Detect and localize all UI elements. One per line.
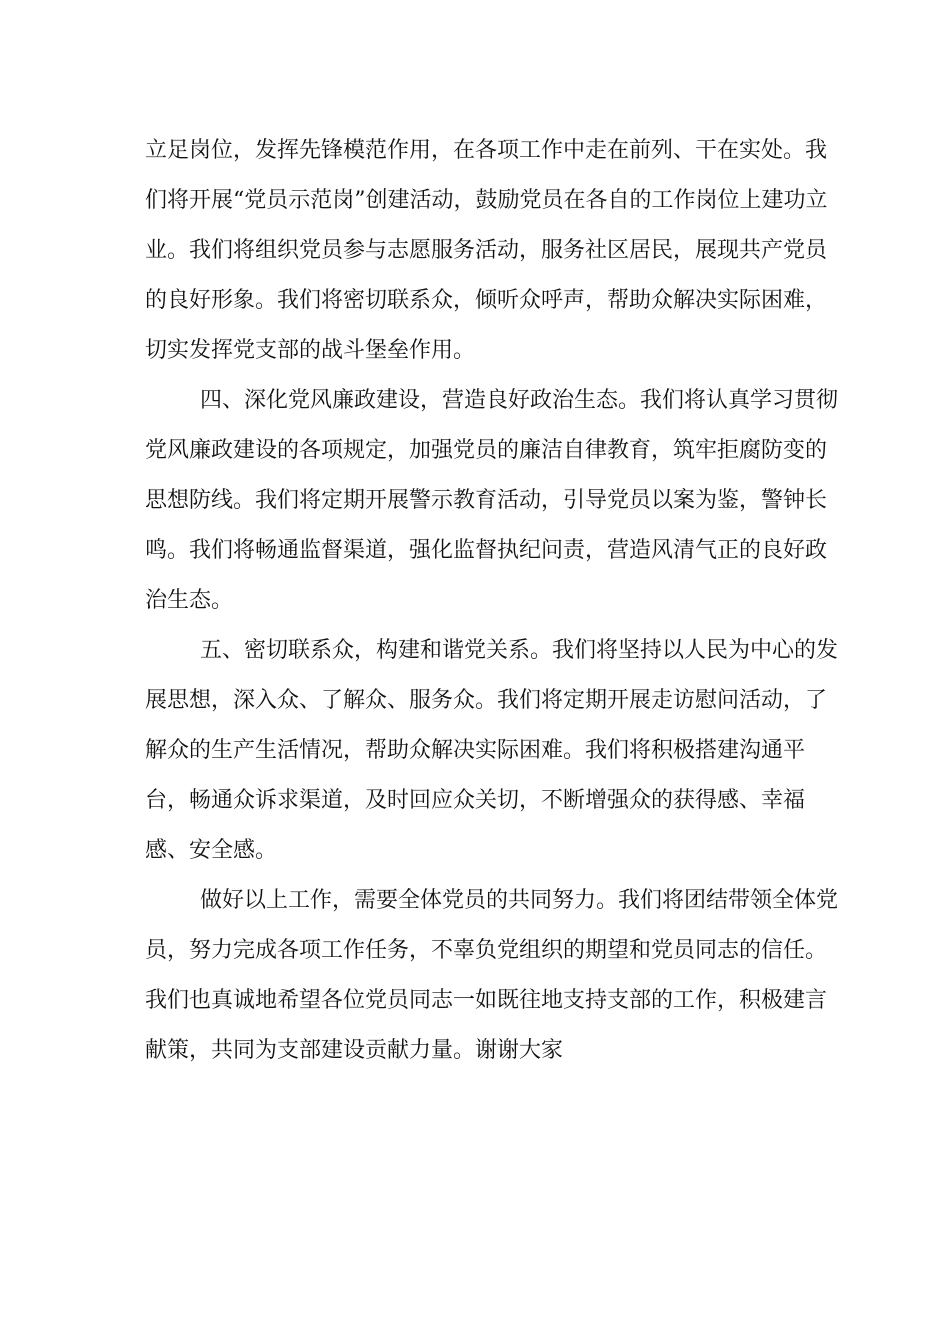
paragraph-closing: 做好以上工作，需要全体党员的共同努力。我们将团结带领全体党员，努力完成各项工作任务，不辜负党组织的期望和党员同志的信任。我们也真诚地希望各位党员同志一如既往地支持支部的工作，积极建言献策，共同为支部建设贡献力量。谢谢大家 bbox=[145, 888, 839, 1063]
paragraph-section-five: 五、密切联系众，构建和谐党关系。我们将坚持以人民为中心的发展思想，深入众、了解众、服务众。我们将定期开展走访慰问活动，了解众的生产生活情况，帮助众解决实际困难。我们将积极搭建沟通平台，畅通众诉求渠道，及时回应众关切，不断增强众的获得感、幸福感、安全感。 bbox=[145, 638, 839, 863]
document-body bbox=[145, 126, 845, 1076]
paragraph-section-four: 四、深化党风廉政建设，营造良好政治生态。我们将认真学习贯彻党风廉政建设的各项规定，加强党员的廉洁自律教育，筑牢拒腐防变的思想防线。我们将定期开展警示教育活动，引导党员以案为鉴，警钟长鸣。我们将畅通监督渠道，强化监督执纪问责，营造风清气正的良好政治生态。 bbox=[145, 388, 839, 613]
paragraph-continued: 立足岗位，发挥先锋模范作用，在各项工作中走在前列、干在实处。我们将开展“党员示范岗”创建活动，鼓励党员在各自的工作岗位上建功立业。我们将组织党员参与志愿服务活动，服务社区居民，展现共产党员的良好形象。我们将密切联系众，倾听众呼声，帮助众解决实际困难，切实发挥党支部的战斗堡垒作用。 bbox=[145, 138, 828, 363]
